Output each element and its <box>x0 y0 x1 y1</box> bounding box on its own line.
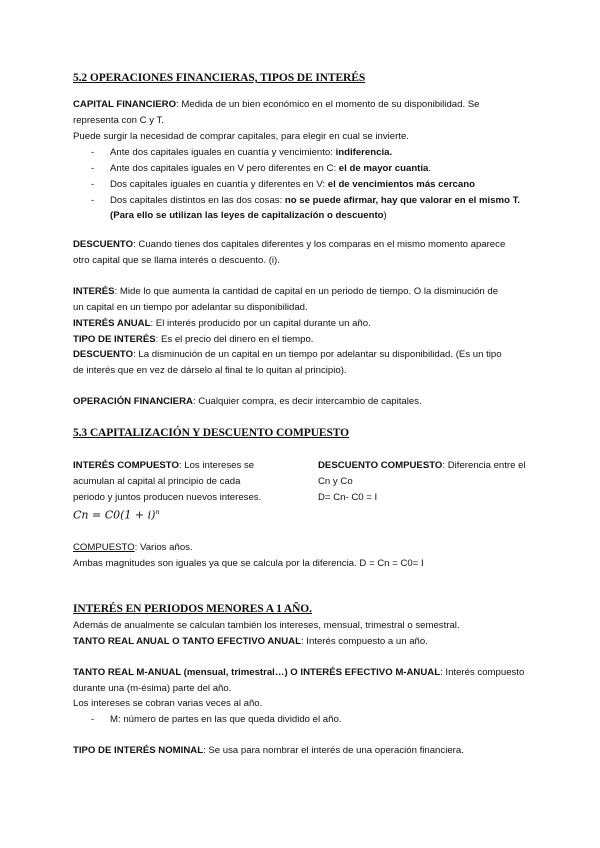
bullet-4-line-2 <box>110 210 387 222</box>
bullet-indiferencia <box>110 147 392 159</box>
descuento-line-1 <box>73 239 505 251</box>
interes-compuesto-line-1 <box>73 460 254 472</box>
tanto-m-anual-line-3: Los intereses se cobran varias veces al año. <box>73 698 263 709</box>
descuento-compuesto-text-1: : Diferencia entre el <box>442 460 526 471</box>
bullet-2-bold: el de mayor cuantía <box>338 163 429 174</box>
descuento-compuesto-line-1 <box>318 460 526 472</box>
interes-compuesto-line-2: acumulan al capital al principio de cada <box>73 476 241 487</box>
ambas-line: Ambas magnitudes son iguales ya que se calcula por la diferencia. D = Cn = C0= I <box>73 558 424 569</box>
compuesto-label: COMPUESTO <box>73 542 135 553</box>
bullet-2-text: Ante dos capitales iguales en V pero diferentes en C: <box>110 163 339 174</box>
descuento2-line-2: de interés que en vez de dárselo al final te lo quitan al principio). <box>73 365 347 376</box>
descuento-compuesto-line-3: D= Cn- C0 = I <box>318 492 378 503</box>
heading-5-2: 5.2 OPERACIONES FINANCIERAS, TIPOS DE INTERÉS <box>73 72 366 84</box>
descuento-label: DESCUENTO <box>73 239 134 250</box>
interes-line-2: un capital en un tiempo por adelantar su disponibilidad. <box>73 302 308 313</box>
formula-text: Cn = C0(1 + i) <box>73 508 156 522</box>
descuento-compuesto-line-2: Cn y Co <box>318 476 353 487</box>
bullet-4-end: ) <box>383 210 387 221</box>
tipo-nominal-line <box>73 745 464 757</box>
interes-label: INTERÉS <box>73 286 115 297</box>
capital-financiero-line-3: Puede surgir la necesidad de comprar capitales, para elegir en cual se invierte. <box>73 131 409 142</box>
interes-anual-label: INTERÉS ANUAL <box>73 318 151 329</box>
tanto-m-anual-label: TANTO REAL M-ANUAL (mensual, trimestral…) O INTERÉS EFECTIVO M-ANUAL <box>73 667 441 678</box>
bullet-4-bold: no se puede afirmar, hay que valorar en el mismo T. <box>284 195 521 206</box>
interes-compuesto-label: INTERÉS COMPUESTO <box>73 460 179 471</box>
tipo-nominal-text: : Se usa para nombrar el interés de una operación financiera. <box>203 745 464 756</box>
bullet-dash: - <box>91 714 95 725</box>
tanto-real-anual-text: : Interés compuesto a un año. <box>300 636 428 647</box>
capital-financiero-line-1 <box>73 99 480 111</box>
operacion-label: OPERACIÓN FINANCIERA <box>73 396 193 407</box>
interes-compuesto-line-3: periodo y juntos producen nuevos intereses. <box>73 492 262 503</box>
bullet-4-text: Dos capitales distintos en las dos cosas: <box>110 195 285 206</box>
operacion-text: : Cualquier compra, es decir intercambio de capitales. <box>192 396 422 407</box>
tanto-m-anual-text-1: : Interés compuesto <box>440 667 525 678</box>
bullet-dash: - <box>91 163 95 174</box>
descuento2-text-1: : La disminución de un capital en un tiempo por adelantar su disponibilidad. (Es un tipo <box>133 349 502 360</box>
bullet-2-end: . <box>428 163 432 174</box>
operacion-line <box>73 396 422 408</box>
descuento-text-1: : Cuando tienes dos capitales diferentes y los comparas en el mismo momento aparece <box>133 239 506 250</box>
tanto-real-anual-line <box>73 636 428 648</box>
tipo-interes-text: : Es el precio del dinero en el tiempo. <box>155 334 314 345</box>
compound-formula <box>73 508 160 522</box>
interes-anual-text: : El interés producido por un capital durante un año. <box>150 318 371 329</box>
compuesto-line <box>73 542 193 554</box>
capital-financiero-text-1: : Medida de un bien económico en el momento de su disponibilidad. Se <box>176 99 480 110</box>
descuento2-line-1 <box>73 349 502 361</box>
compuesto-text: : Varios años. <box>134 542 193 553</box>
bullet-dash: - <box>91 195 95 206</box>
bullet-m: M: número de partes en las que queda dividido el año. <box>110 714 342 725</box>
tipo-interes-label: TIPO DE INTERÉS <box>73 334 156 345</box>
bullet-mayor-cuantia <box>110 163 431 175</box>
descuento-line-2: otro capital que se llama interés o descuento. (i). <box>73 255 280 266</box>
bullet-1-bold: indiferencia. <box>335 147 393 158</box>
bullet-4-bold-2: (Para ello se utilizan las leyes de capitalización o descuento <box>110 210 384 221</box>
formula-exponent: n <box>155 508 160 516</box>
descuento-compuesto-label: DESCUENTO COMPUESTO <box>318 460 443 471</box>
interes-line-1 <box>73 286 498 298</box>
bullet-1-text: Ante dos capitales iguales en cuantía y vencimiento: <box>110 147 336 158</box>
bullet-dash: - <box>91 179 95 190</box>
interes-text-1: : Mide lo que aumenta la cantidad de capital en un periodo de tiempo. O la disminución de <box>114 286 499 297</box>
interes-compuesto-text-1: : Los intereses se <box>178 460 255 471</box>
bullet-no-se-puede <box>110 195 520 207</box>
capital-financiero-line-2: representa con C y T. <box>73 115 165 126</box>
bullet-3-bold: el de vencimientos más cercano <box>327 179 475 190</box>
bullet-3-text: Dos capitales iguales en cuantía y diferentes en V: <box>110 179 328 190</box>
descuento2-label: DESCUENTO <box>73 349 134 360</box>
capital-financiero-label: CAPITAL FINANCIERO <box>73 99 177 110</box>
interes-anual-line <box>73 318 371 330</box>
bullet-vencimiento <box>110 179 475 191</box>
tipo-interes-line <box>73 334 313 346</box>
tanto-m-anual-line-1 <box>73 667 524 679</box>
tanto-m-anual-line-2: durante una (m-ésima) parte del año. <box>73 683 232 694</box>
bullet-dash: - <box>91 147 95 158</box>
periodos-line-1: Además de anualmente se calculan también los intereses, mensual, trimestral o semestral. <box>73 620 460 631</box>
tipo-nominal-label: TIPO DE INTERÉS NOMINAL <box>73 745 204 756</box>
tanto-real-anual-label: TANTO REAL ANUAL O TANTO EFECTIVO ANUAL <box>73 636 301 647</box>
heading-periodos: INTERÉS EN PERIODOS MENORES A 1 AÑO. <box>73 603 312 615</box>
heading-5-3: 5.3 CAPITALIZACIÓN Y DESCUENTO COMPUESTO <box>73 427 349 439</box>
